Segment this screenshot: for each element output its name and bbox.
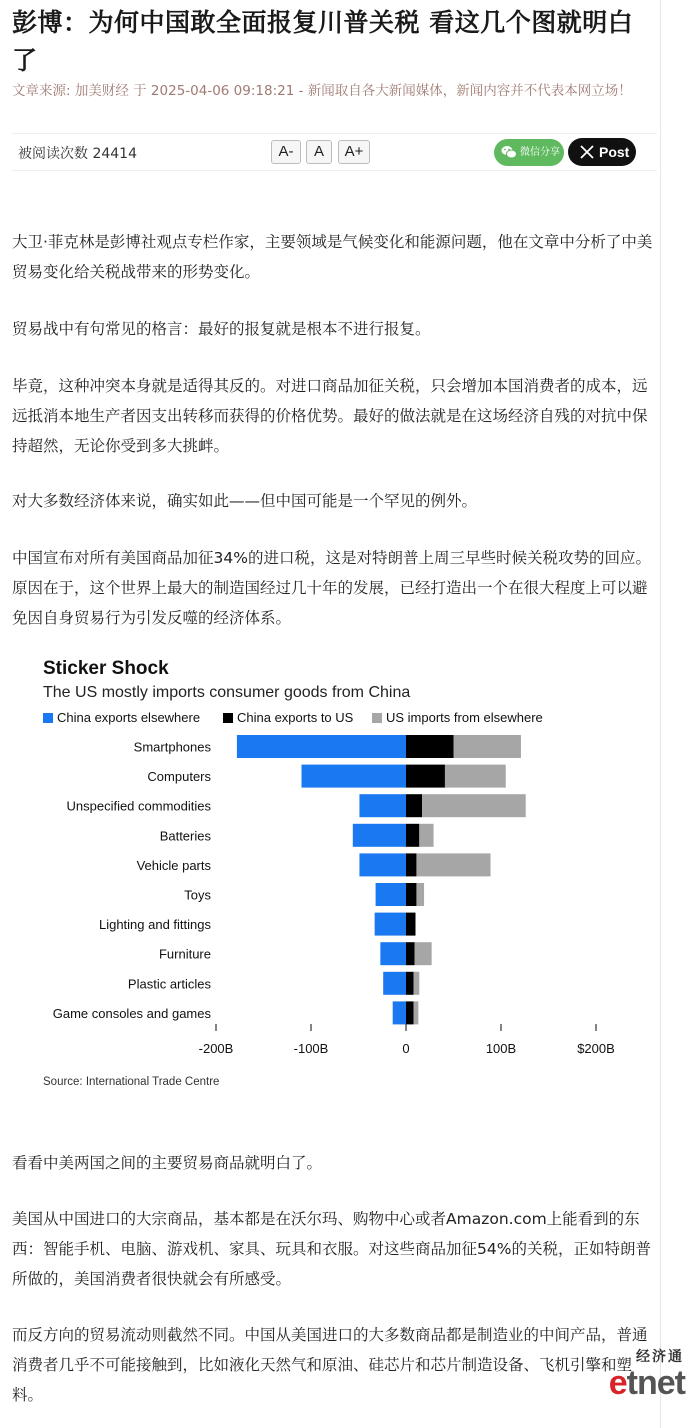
bar-china-to-us [406, 1001, 414, 1024]
bar-china-to-us [406, 942, 415, 965]
bar-china-to-us [406, 913, 416, 936]
paragraph-retaliation: 中国宣布对所有美国商品加征34%的进口税，这是对特朗普上周三早些时候关税攻势的回应。原因在于，这个世界上最大的制造国经过几十年的发展，已经打造出一个在很大程度上可以避免因自身贸易行为引发反噬的经济体系。 [12, 549, 651, 627]
category-label: Furniture [158, 946, 211, 962]
article-meta: 文章来源: 加美财经 于 2025-04-06 09:18:21 - 新闻取自各大新闻媒体，新闻内容并不代表本网立场！ [12, 83, 632, 99]
logo-rest-letters: tnet [626, 1364, 685, 1402]
bar-us-elsewhere [422, 794, 526, 817]
bar-china-elsewhere [359, 853, 406, 876]
bar-china-to-us [406, 883, 416, 906]
bar-china-to-us [406, 735, 454, 758]
category-label: Computers [147, 769, 211, 785]
x-tick-label: 0 [402, 1041, 410, 1056]
wechat-icon [501, 145, 517, 159]
bar-china-elsewhere [375, 913, 406, 936]
wechat-share-button[interactable] [494, 139, 564, 166]
bar-us-elsewhere [445, 765, 506, 788]
bar-china-elsewhere [383, 972, 406, 995]
bar-china-elsewhere [302, 765, 407, 788]
bar-china-to-us [406, 765, 445, 788]
bar-us-elsewhere [414, 1001, 419, 1024]
legend-label: US imports from elsewhere [386, 710, 543, 725]
paragraph-reasoning: 毕竟，这种冲突本身就是适得其反的。对进口商品加征关税，只会增加本国消费者的成本，远远抵消本地生产者因支出转移而获得的价格优势。最好的做法就是在这场经济自残的对抗中保持超然，无论你受到多大挑衅。 [12, 377, 648, 455]
bar-china-elsewhere [359, 794, 406, 817]
bar-us-elsewhere [415, 942, 432, 965]
paragraph-look: 看看中美两国之间的主要贸易商品就明白了。 [12, 1154, 323, 1172]
bar-us-elsewhere [414, 972, 420, 995]
paragraph-intro: 大卫·菲克林是彭博社观点专栏作家，主要领域是气候变化和能源问题，他在文章中分析了中美贸易变化给关税战带来的形势变化。 [12, 233, 653, 281]
chart-subtitle: The US mostly imports consumer goods from China [43, 684, 411, 701]
bar-us-elsewhere [416, 883, 424, 906]
bar-china-elsewhere [237, 735, 406, 758]
category-label: Toys [184, 887, 211, 903]
x-logo-icon [580, 145, 594, 159]
chart-title: Sticker Shock [43, 658, 169, 679]
legend-label: China exports to US [237, 710, 354, 725]
x-tick-label: 100B [485, 1041, 517, 1056]
bar-china-elsewhere [393, 1001, 406, 1024]
category-label: Smartphones [133, 739, 211, 755]
content-right-border [660, 0, 661, 1428]
x-tick-label: -200B [198, 1041, 234, 1056]
x-tick-label: -100B [293, 1041, 329, 1056]
bar-us-elsewhere [416, 853, 490, 876]
logo-e-letter: e [608, 1364, 627, 1402]
bar-us-elsewhere [419, 824, 433, 847]
bar-china-elsewhere [376, 883, 406, 906]
paragraph-us-imports: 美国从中国进口的大宗商品，基本都是在沃尔玛、购物中心或者Amazon.com上能看到的东西：智能手机、电脑、游戏机、家具、玩具和衣服。对这些商品加征54%的关税，正如特朗普所做的，美国消费者很快就会有所感受。 [12, 1210, 651, 1288]
font-size-decrease-button[interactable]: A- [271, 140, 301, 164]
category-label: Unspecified commodities [66, 798, 211, 814]
logo-chinese-text: 经济通 [636, 1349, 684, 1365]
read-count: 被阅读次数 24414 [18, 146, 137, 162]
chart-source: Source: International Trade Centre [43, 1076, 220, 1088]
bar-us-elsewhere [454, 735, 521, 758]
x-post-button[interactable] [568, 138, 636, 166]
bar-china-elsewhere [353, 824, 406, 847]
chart-plot [30, 646, 642, 1090]
paragraph-exception: 对大多数经济体来说，确实如此——但中国可能是一个罕见的例外。 [12, 492, 478, 510]
bar-china-elsewhere [380, 942, 406, 965]
x-tick-label: $200B [577, 1041, 615, 1056]
font-size-increase-button[interactable]: A+ [338, 140, 370, 164]
logo-english-text [609, 1364, 685, 1403]
bar-china-to-us [406, 824, 419, 847]
wechat-share-label: 微信分享 [520, 147, 560, 158]
category-label: Plastic articles [127, 976, 211, 992]
category-label: Vehicle parts [136, 857, 211, 873]
sticker-shock-chart [30, 646, 642, 1090]
etnet-logo [602, 1346, 688, 1426]
paragraph-maxim: 贸易战中有句常见的格言：最好的报复就是根本不进行报复。 [12, 320, 431, 338]
paragraph-china-imports: 而反方向的贸易流动则截然不同。中国从美国进口的大多数商品都是制造业的中间产品，普通消费者几乎不可能接触到，比如液化天然气和原油、硅芯片和芯片制造设备、飞机引擎和塑料。 [12, 1326, 648, 1404]
article-title: 彭博：为何中国敢全面报复川普关税 看这几个图就明白了 [12, 8, 634, 75]
category-label: Lighting and fittings [98, 917, 211, 933]
font-size-normal-button[interactable]: A [306, 140, 332, 164]
bar-china-to-us [406, 972, 414, 995]
category-label: Batteries [159, 828, 211, 844]
legend-label: China exports elsewhere [57, 710, 201, 725]
bar-china-to-us [406, 853, 416, 876]
bar-china-to-us [406, 794, 422, 817]
x-post-label: Post [599, 144, 630, 160]
article-toolbar [12, 133, 657, 171]
category-label: Game consoles and games [52, 1005, 211, 1021]
